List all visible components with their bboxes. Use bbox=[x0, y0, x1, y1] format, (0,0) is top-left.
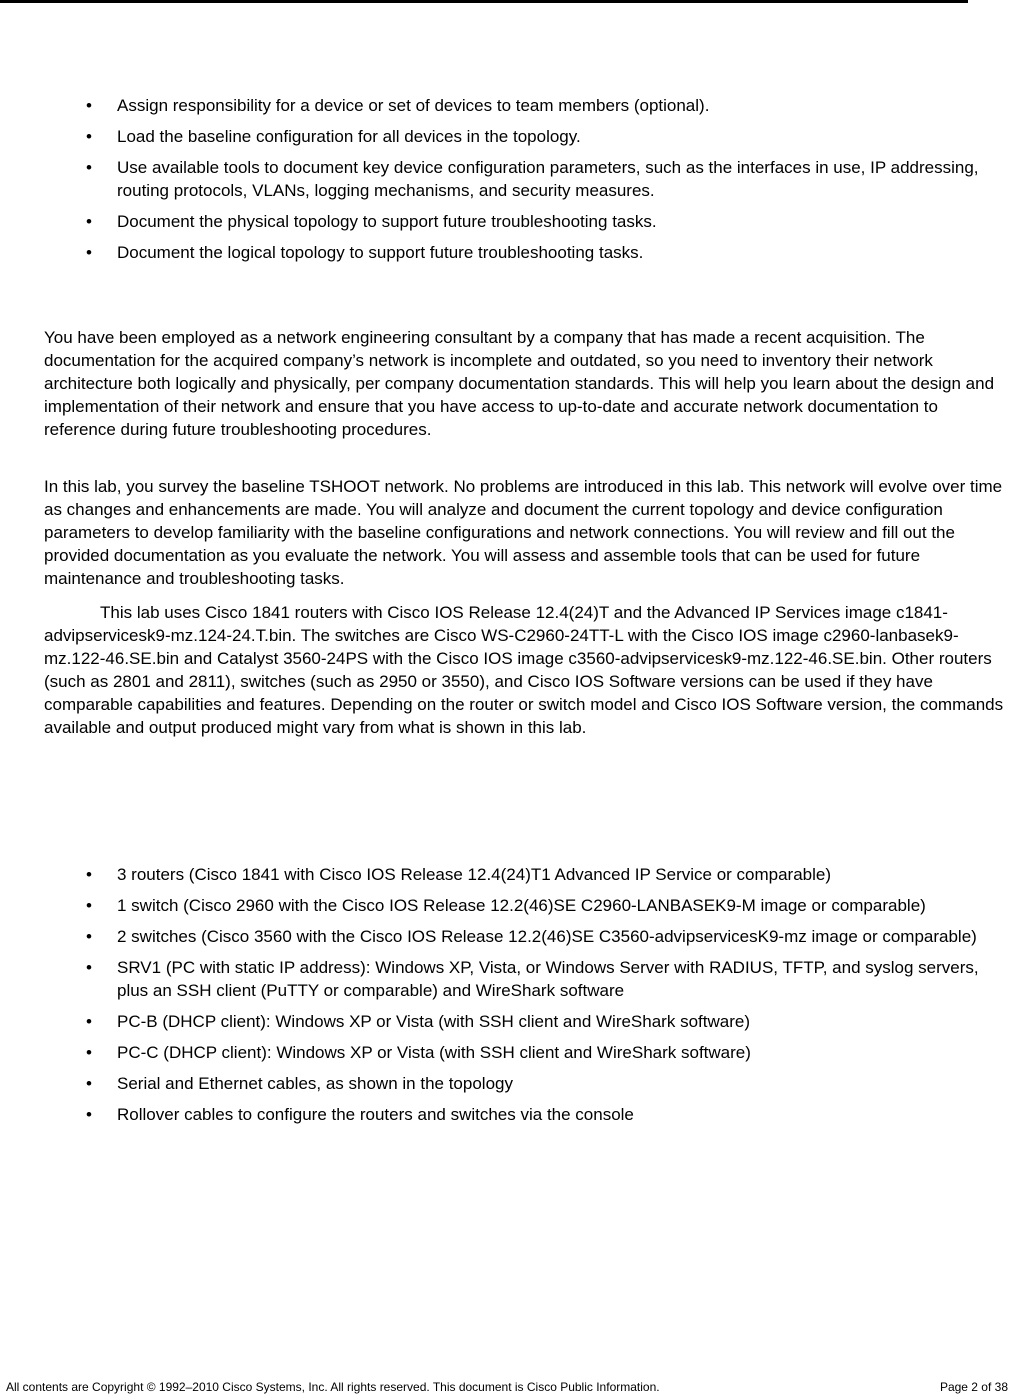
scenario-paragraph: You have been employed as a network engineering consultant by a company that has made a recent acquisition. The documentation for the acquired company’s network is incomplete and outdated, so you need to inventory their network architecture both logically and physically, per company documentation standards. This will help you learn about the design and implementation of their network and ensure that you have access to up-to-date and accurate network documentation to reference during future troubleshooting procedures. bbox=[44, 328, 995, 439]
list-item-text: PC-C (DHCP client): Windows XP or Vista (with SSH client and WireShark software) bbox=[117, 1043, 751, 1062]
list-item-text: Rollover cables to configure the routers and switches via the console bbox=[117, 1105, 634, 1124]
footer-copyright: All contents are Copyright © 1992–2010 Cisco Systems, Inc. All rights reserved. This document is Cisco Public Information. bbox=[6, 1380, 660, 1394]
bullet-icon: • bbox=[86, 96, 92, 115]
list-item-text: Assign responsibility for a device or set of devices to team members (optional). bbox=[117, 96, 710, 115]
bullet-icon: • bbox=[86, 865, 92, 884]
list-item-text: Use available tools to document key device configuration parameters, such as the interfaces in use, IP addressing, routing protocols, VLANs, logging mechanisms, and security measures. bbox=[117, 158, 979, 200]
list-item bbox=[0, 863, 1011, 886]
list-item bbox=[0, 956, 1011, 1002]
list-item-text: PC-B (DHCP client): Windows XP or Vista (with SSH client and WireShark software) bbox=[117, 1012, 750, 1031]
bullet-icon: • bbox=[86, 958, 92, 977]
list-item-text: SRV1 (PC with static IP address): Windows XP, Vista, or Windows Server with RADIUS, TFTP, and syslog servers, plus an SSH client (PuTTY or comparable) and WireShark software bbox=[117, 958, 979, 1000]
list-item-text: Serial and Ethernet cables, as shown in the topology bbox=[117, 1074, 513, 1093]
bullet-icon: • bbox=[86, 927, 92, 946]
scenario-paragraph: This lab uses Cisco 1841 routers with Cisco IOS Release 12.4(24)T and the Advanced IP Services image c1841-advipservicesk9-mz.124-24.T.bin. The switches are Cisco WS-C2960-24TT-L with the Cisco IOS image c2960-lanbasek9-mz.122-46.SE.bin and Catalyst 3560-24PS with the Cisco IOS image c3560-advipservicesk9-mz.122-46.SE.bin. Other routers (such as 2801 and 2811), switches (such as 2950 or 3550), and Cisco IOS Software versions can be used if they have comparable capabilities and features. Depending on the router or switch model and Cisco IOS Software version, the commands available and output produced might vary from what is shown in this lab. bbox=[44, 603, 1004, 737]
bullet-icon: • bbox=[86, 127, 92, 146]
list-item bbox=[0, 1010, 1011, 1033]
top-rule bbox=[0, 0, 968, 3]
list-item bbox=[0, 125, 1011, 148]
list-item-text: 2 switches (Cisco 3560 with the Cisco IOS Release 12.2(46)SE C3560-advipservicesK9-mz image or comparable) bbox=[117, 927, 977, 946]
bullet-icon: • bbox=[86, 158, 92, 177]
list-item-text: 3 routers (Cisco 1841 with Cisco IOS Release 12.4(24)T1 Advanced IP Service or comparable) bbox=[117, 865, 832, 884]
list-item bbox=[0, 241, 1011, 264]
list-item bbox=[0, 925, 1011, 948]
list-item bbox=[0, 94, 1011, 117]
bullet-icon: • bbox=[86, 243, 92, 262]
list-item-text: Load the baseline configuration for all devices in the topology. bbox=[117, 127, 581, 146]
bullet-icon: • bbox=[86, 1043, 92, 1062]
list-item bbox=[0, 1041, 1011, 1064]
equipment-list bbox=[0, 863, 1011, 1134]
list-item bbox=[0, 1072, 1011, 1095]
list-item-text: Document the logical topology to support future troubleshooting tasks. bbox=[117, 243, 644, 262]
bullet-icon: • bbox=[86, 212, 92, 231]
list-item bbox=[0, 156, 1011, 202]
list-item-text: 1 switch (Cisco 2960 with the Cisco IOS Release 12.2(46)SE C2960-LANBASEK9-M image or comparable) bbox=[117, 896, 926, 915]
bullet-icon: • bbox=[86, 896, 92, 915]
page-number: Page 2 of 38 bbox=[939, 1380, 1008, 1394]
bullet-icon: • bbox=[86, 1074, 92, 1093]
scenario-paragraph: In this lab, you survey the baseline TSHOOT network. No problems are introduced in this lab. This network will evolve over time as changes and enhancements are made. You will analyze and document the current topology and device configuration parameters to develop familiarity with the baseline configurations and network connections. You will review and fill out the provided documentation as you evaluate the network. You will assess and assemble tools that can be used for future maintenance and troubleshooting tasks. bbox=[44, 477, 1003, 588]
list-item bbox=[0, 210, 1011, 233]
list-item bbox=[0, 894, 1011, 917]
list-item-text: Document the physical topology to support future troubleshooting tasks. bbox=[117, 212, 657, 231]
bullet-icon: • bbox=[86, 1105, 92, 1124]
list-item bbox=[0, 1103, 1011, 1126]
bullet-icon: • bbox=[86, 1012, 92, 1031]
page-footer bbox=[0, 1380, 1011, 1397]
objectives-list bbox=[0, 94, 1011, 272]
